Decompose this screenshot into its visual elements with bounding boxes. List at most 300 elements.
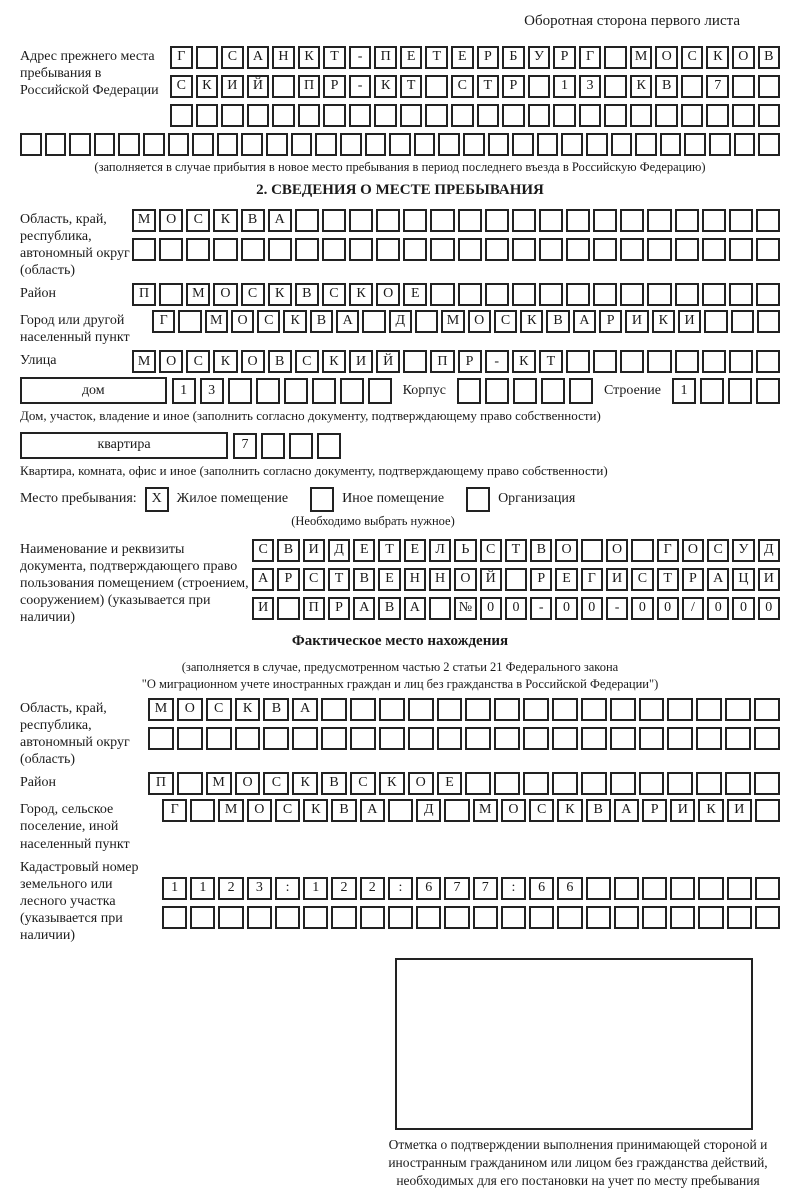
char-cell[interactable]	[494, 727, 520, 750]
char-cell[interactable]: О	[606, 539, 628, 562]
char-cell[interactable]	[667, 772, 693, 795]
char-cell[interactable]: 6	[529, 877, 554, 900]
char-cell[interactable]	[523, 727, 549, 750]
char-cell[interactable]: Р	[530, 568, 552, 591]
char-cell[interactable]: М	[148, 698, 174, 721]
char-cell[interactable]: Е	[400, 46, 423, 69]
char-cell[interactable]	[675, 283, 699, 306]
char-cell[interactable]: К	[292, 772, 318, 795]
char-cell[interactable]	[586, 877, 611, 900]
char-cell[interactable]: 6	[416, 877, 441, 900]
char-cell[interactable]: Ц	[732, 568, 754, 591]
char-cell[interactable]	[241, 238, 265, 261]
char-cell[interactable]: 3	[579, 75, 602, 98]
char-cell[interactable]	[696, 772, 722, 795]
char-cell[interactable]	[458, 209, 482, 232]
char-cell[interactable]: С	[494, 310, 517, 333]
char-cell[interactable]: 0	[732, 597, 754, 620]
char-cell[interactable]	[284, 378, 308, 404]
char-cell[interactable]: Т	[425, 46, 448, 69]
char-cell[interactable]: С	[303, 568, 325, 591]
char-cell[interactable]: С	[451, 75, 474, 98]
char-cell[interactable]: В	[321, 772, 347, 795]
char-cell[interactable]: И	[221, 75, 244, 98]
char-cell[interactable]	[729, 283, 753, 306]
char-cell[interactable]: О	[468, 310, 491, 333]
char-cell[interactable]: П	[132, 283, 156, 306]
char-cell[interactable]: Р	[277, 568, 299, 591]
char-cell[interactable]	[681, 104, 704, 127]
char-cell[interactable]: -	[349, 46, 372, 69]
char-cell[interactable]	[725, 698, 751, 721]
char-cell[interactable]	[756, 378, 780, 404]
char-cell[interactable]	[485, 378, 509, 404]
char-cell[interactable]: Р	[328, 597, 350, 620]
char-cell[interactable]	[429, 597, 451, 620]
char-cell[interactable]	[485, 238, 509, 261]
char-cell[interactable]: 0	[505, 597, 527, 620]
char-cell[interactable]: П	[303, 597, 325, 620]
char-cell[interactable]: М	[473, 799, 498, 822]
char-cell[interactable]: Г	[152, 310, 175, 333]
char-cell[interactable]: А	[404, 597, 426, 620]
char-cell[interactable]: К	[283, 310, 306, 333]
char-cell[interactable]	[206, 727, 232, 750]
char-cell[interactable]	[756, 283, 780, 306]
char-cell[interactable]: 0	[707, 597, 729, 620]
char-cell[interactable]	[473, 906, 498, 929]
char-cell[interactable]	[415, 310, 438, 333]
char-cell[interactable]	[639, 727, 665, 750]
char-cell[interactable]	[635, 133, 657, 156]
char-cell[interactable]	[552, 727, 578, 750]
char-cell[interactable]	[430, 283, 454, 306]
char-cell[interactable]: К	[268, 283, 292, 306]
char-cell[interactable]	[610, 772, 636, 795]
char-cell[interactable]	[561, 133, 583, 156]
char-cell[interactable]: Г	[579, 46, 602, 69]
char-cell[interactable]: Е	[378, 568, 400, 591]
char-cell[interactable]	[315, 133, 337, 156]
char-cell[interactable]: Т	[378, 539, 400, 562]
char-cell[interactable]: Р	[458, 350, 482, 373]
char-cell[interactable]: С	[529, 799, 554, 822]
char-cell[interactable]: К	[235, 698, 261, 721]
char-cell[interactable]: М	[630, 46, 653, 69]
char-cell[interactable]	[528, 75, 551, 98]
char-cell[interactable]	[593, 209, 617, 232]
char-cell[interactable]	[758, 133, 780, 156]
char-cell[interactable]	[425, 104, 448, 127]
char-cell[interactable]: М	[441, 310, 464, 333]
char-cell[interactable]	[642, 906, 667, 929]
char-cell[interactable]	[754, 727, 780, 750]
char-cell[interactable]	[702, 350, 726, 373]
char-cell[interactable]: В	[655, 75, 678, 98]
char-cell[interactable]	[408, 727, 434, 750]
char-cell[interactable]: 0	[758, 597, 780, 620]
char-cell[interactable]	[177, 727, 203, 750]
char-cell[interactable]: И	[349, 350, 373, 373]
char-cell[interactable]: Е	[353, 539, 375, 562]
char-cell[interactable]: Е	[451, 46, 474, 69]
char-cell[interactable]	[321, 698, 347, 721]
char-cell[interactable]: Д	[758, 539, 780, 562]
char-cell[interactable]: О	[231, 310, 254, 333]
char-cell[interactable]: И	[670, 799, 695, 822]
char-cell[interactable]	[331, 906, 356, 929]
char-cell[interactable]	[438, 133, 460, 156]
char-cell[interactable]: В	[241, 209, 265, 232]
char-cell[interactable]	[360, 906, 385, 929]
char-cell[interactable]	[374, 104, 397, 127]
char-cell[interactable]	[755, 877, 780, 900]
char-cell[interactable]	[485, 283, 509, 306]
char-cell[interactable]: У	[528, 46, 551, 69]
char-cell[interactable]	[586, 133, 608, 156]
char-cell[interactable]	[581, 727, 607, 750]
char-cell[interactable]	[639, 698, 665, 721]
char-cell[interactable]	[667, 727, 693, 750]
char-cell[interactable]	[365, 133, 387, 156]
char-cell[interactable]: №	[454, 597, 476, 620]
char-cell[interactable]: 0	[555, 597, 577, 620]
char-cell[interactable]	[69, 133, 91, 156]
char-cell[interactable]: Е	[404, 539, 426, 562]
char-cell[interactable]: Е	[555, 568, 577, 591]
char-cell[interactable]: С	[257, 310, 280, 333]
char-cell[interactable]	[537, 133, 559, 156]
char-cell[interactable]: В	[277, 539, 299, 562]
char-cell[interactable]	[566, 350, 590, 373]
char-cell[interactable]: А	[336, 310, 359, 333]
char-cell[interactable]: А	[252, 568, 274, 591]
char-cell[interactable]: С	[241, 283, 265, 306]
char-cell[interactable]: Т	[477, 75, 500, 98]
char-cell[interactable]	[505, 568, 527, 591]
char-cell[interactable]	[263, 727, 289, 750]
char-cell[interactable]: М	[132, 350, 156, 373]
char-cell[interactable]: К	[379, 772, 405, 795]
char-cell[interactable]	[403, 209, 427, 232]
char-cell[interactable]	[523, 698, 549, 721]
char-cell[interactable]	[528, 104, 551, 127]
char-cell[interactable]: В	[268, 350, 292, 373]
char-cell[interactable]	[696, 727, 722, 750]
char-cell[interactable]	[681, 75, 704, 98]
char-cell[interactable]: А	[353, 597, 375, 620]
char-cell[interactable]	[494, 772, 520, 795]
char-cell[interactable]	[295, 209, 319, 232]
char-cell[interactable]: Т	[323, 46, 346, 69]
char-cell[interactable]: Д	[389, 310, 412, 333]
char-cell[interactable]	[295, 238, 319, 261]
char-cell[interactable]: К	[652, 310, 675, 333]
stay-type-checkbox-organization[interactable]	[466, 487, 490, 512]
char-cell[interactable]	[235, 727, 261, 750]
char-cell[interactable]: М	[218, 799, 243, 822]
char-cell[interactable]	[494, 698, 520, 721]
char-cell[interactable]	[512, 209, 536, 232]
char-cell[interactable]	[728, 378, 752, 404]
char-cell[interactable]: А	[268, 209, 292, 232]
char-cell[interactable]	[604, 75, 627, 98]
char-cell[interactable]	[159, 283, 183, 306]
char-cell[interactable]	[729, 209, 753, 232]
char-cell[interactable]: К	[706, 46, 729, 69]
char-cell[interactable]: К	[557, 799, 582, 822]
char-cell[interactable]	[362, 310, 385, 333]
char-cell[interactable]: А	[573, 310, 596, 333]
char-cell[interactable]: 2	[360, 877, 385, 900]
char-cell[interactable]	[400, 104, 423, 127]
char-cell[interactable]: 1	[553, 75, 576, 98]
char-cell[interactable]	[734, 133, 756, 156]
char-cell[interactable]: О	[555, 539, 577, 562]
char-cell[interactable]: 1	[162, 877, 187, 900]
char-cell[interactable]	[168, 133, 190, 156]
char-cell[interactable]: Р	[477, 46, 500, 69]
char-cell[interactable]: 3	[247, 877, 272, 900]
char-cell[interactable]	[552, 772, 578, 795]
char-cell[interactable]: 3	[200, 378, 224, 404]
char-cell[interactable]: С	[350, 772, 376, 795]
char-cell[interactable]: Й	[376, 350, 400, 373]
char-cell[interactable]: :	[388, 877, 413, 900]
char-cell[interactable]	[403, 238, 427, 261]
char-cell[interactable]	[541, 378, 565, 404]
char-cell[interactable]: О	[655, 46, 678, 69]
char-cell[interactable]	[162, 906, 187, 929]
char-cell[interactable]	[247, 906, 272, 929]
char-cell[interactable]	[552, 698, 578, 721]
char-cell[interactable]	[143, 133, 165, 156]
char-cell[interactable]	[655, 104, 678, 127]
char-cell[interactable]: И	[606, 568, 628, 591]
char-cell[interactable]	[581, 539, 603, 562]
char-cell[interactable]: С	[681, 46, 704, 69]
char-cell[interactable]: 2	[218, 877, 243, 900]
char-cell[interactable]: В	[353, 568, 375, 591]
char-cell[interactable]: М	[186, 283, 210, 306]
char-cell[interactable]	[702, 283, 726, 306]
char-cell[interactable]	[261, 433, 285, 459]
char-cell[interactable]: Г	[162, 799, 187, 822]
char-cell[interactable]	[444, 906, 469, 929]
char-cell[interactable]	[170, 104, 193, 127]
char-cell[interactable]: 7	[444, 877, 469, 900]
char-cell[interactable]	[312, 378, 336, 404]
char-cell[interactable]: 7	[473, 877, 498, 900]
char-cell[interactable]	[579, 104, 602, 127]
char-cell[interactable]: П	[298, 75, 321, 98]
char-cell[interactable]	[620, 238, 644, 261]
char-cell[interactable]: С	[186, 209, 210, 232]
char-cell[interactable]	[349, 209, 373, 232]
char-cell[interactable]: К	[512, 350, 536, 373]
char-cell[interactable]	[340, 378, 364, 404]
char-cell[interactable]: :	[501, 877, 526, 900]
char-cell[interactable]	[754, 698, 780, 721]
char-cell[interactable]	[732, 104, 755, 127]
char-cell[interactable]	[388, 799, 413, 822]
char-cell[interactable]	[725, 772, 751, 795]
char-cell[interactable]	[477, 104, 500, 127]
char-cell[interactable]	[403, 350, 427, 373]
char-cell[interactable]: К	[196, 75, 219, 98]
char-cell[interactable]	[416, 906, 441, 929]
char-cell[interactable]	[756, 350, 780, 373]
char-cell[interactable]	[458, 283, 482, 306]
char-cell[interactable]: Р	[553, 46, 576, 69]
char-cell[interactable]: А	[247, 46, 270, 69]
char-cell[interactable]	[670, 877, 695, 900]
char-cell[interactable]	[485, 209, 509, 232]
char-cell[interactable]: К	[374, 75, 397, 98]
char-cell[interactable]	[430, 238, 454, 261]
char-cell[interactable]	[512, 283, 536, 306]
char-cell[interactable]	[593, 238, 617, 261]
char-cell[interactable]	[758, 75, 781, 98]
char-cell[interactable]	[303, 906, 328, 929]
char-cell[interactable]	[256, 378, 280, 404]
char-cell[interactable]	[272, 104, 295, 127]
char-cell[interactable]: В	[263, 698, 289, 721]
char-cell[interactable]: М	[132, 209, 156, 232]
char-cell[interactable]	[94, 133, 116, 156]
char-cell[interactable]: И	[252, 597, 274, 620]
char-cell[interactable]	[512, 133, 534, 156]
char-cell[interactable]	[610, 698, 636, 721]
char-cell[interactable]	[523, 772, 549, 795]
char-cell[interactable]	[566, 209, 590, 232]
char-cell[interactable]	[272, 75, 295, 98]
char-cell[interactable]: С	[263, 772, 289, 795]
char-cell[interactable]: К	[520, 310, 543, 333]
char-cell[interactable]: 7	[706, 75, 729, 98]
char-cell[interactable]	[709, 133, 731, 156]
char-cell[interactable]: Р	[502, 75, 525, 98]
char-cell[interactable]	[729, 238, 753, 261]
char-cell[interactable]: 0	[657, 597, 679, 620]
char-cell[interactable]	[631, 539, 653, 562]
char-cell[interactable]	[593, 283, 617, 306]
char-cell[interactable]: Т	[505, 539, 527, 562]
char-cell[interactable]: В	[758, 46, 781, 69]
char-cell[interactable]: О	[376, 283, 400, 306]
char-cell[interactable]	[132, 238, 156, 261]
char-cell[interactable]	[675, 350, 699, 373]
char-cell[interactable]: М	[205, 310, 228, 333]
char-cell[interactable]	[729, 350, 753, 373]
char-cell[interactable]: В	[546, 310, 569, 333]
char-cell[interactable]: В	[530, 539, 552, 562]
char-cell[interactable]	[698, 877, 723, 900]
char-cell[interactable]	[349, 104, 372, 127]
char-cell[interactable]: О	[177, 698, 203, 721]
char-cell[interactable]	[321, 727, 347, 750]
char-cell[interactable]: П	[430, 350, 454, 373]
char-cell[interactable]	[539, 238, 563, 261]
char-cell[interactable]: С	[170, 75, 193, 98]
char-cell[interactable]	[379, 727, 405, 750]
char-cell[interactable]	[190, 906, 215, 929]
char-cell[interactable]: Р	[323, 75, 346, 98]
char-cell[interactable]	[700, 378, 724, 404]
char-cell[interactable]	[437, 698, 463, 721]
char-cell[interactable]	[702, 238, 726, 261]
char-cell[interactable]: О	[213, 283, 237, 306]
char-cell[interactable]: И	[303, 539, 325, 562]
char-cell[interactable]: 1	[672, 378, 696, 404]
char-cell[interactable]	[675, 209, 699, 232]
char-cell[interactable]	[566, 238, 590, 261]
char-cell[interactable]: -	[530, 597, 552, 620]
char-cell[interactable]	[437, 727, 463, 750]
char-cell[interactable]: М	[206, 772, 232, 795]
char-cell[interactable]: 0	[631, 597, 653, 620]
char-cell[interactable]	[289, 433, 313, 459]
char-cell[interactable]	[190, 799, 215, 822]
char-cell[interactable]	[196, 104, 219, 127]
char-cell[interactable]	[118, 133, 140, 156]
char-cell[interactable]	[611, 133, 633, 156]
char-cell[interactable]	[557, 906, 582, 929]
char-cell[interactable]: К	[213, 209, 237, 232]
char-cell[interactable]	[647, 283, 671, 306]
char-cell[interactable]: Н	[429, 568, 451, 591]
char-cell[interactable]	[241, 133, 263, 156]
char-cell[interactable]	[277, 597, 299, 620]
char-cell[interactable]: Й	[247, 75, 270, 98]
char-cell[interactable]	[581, 772, 607, 795]
char-cell[interactable]: А	[360, 799, 385, 822]
char-cell[interactable]: Ь	[454, 539, 476, 562]
char-cell[interactable]	[566, 283, 590, 306]
char-cell[interactable]: О	[247, 799, 272, 822]
char-cell[interactable]: С	[631, 568, 653, 591]
char-cell[interactable]	[569, 378, 593, 404]
char-cell[interactable]	[247, 104, 270, 127]
char-cell[interactable]: С	[221, 46, 244, 69]
char-cell[interactable]: Р	[599, 310, 622, 333]
char-cell[interactable]: С	[322, 283, 346, 306]
char-cell[interactable]	[755, 906, 780, 929]
char-cell[interactable]	[757, 310, 780, 333]
char-cell[interactable]: К	[303, 799, 328, 822]
char-cell[interactable]	[368, 378, 392, 404]
char-cell[interactable]	[340, 133, 362, 156]
char-cell[interactable]: Б	[502, 46, 525, 69]
char-cell[interactable]	[323, 104, 346, 127]
char-cell[interactable]	[317, 433, 341, 459]
char-cell[interactable]	[488, 133, 510, 156]
char-cell[interactable]	[465, 698, 491, 721]
char-cell[interactable]	[463, 133, 485, 156]
char-cell[interactable]	[667, 698, 693, 721]
char-cell[interactable]	[291, 133, 313, 156]
char-cell[interactable]: 0	[581, 597, 603, 620]
char-cell[interactable]: 2	[331, 877, 356, 900]
char-cell[interactable]	[620, 209, 644, 232]
char-cell[interactable]	[502, 104, 525, 127]
char-cell[interactable]: Р	[642, 799, 667, 822]
char-cell[interactable]: С	[186, 350, 210, 373]
char-cell[interactable]: К	[698, 799, 723, 822]
char-cell[interactable]: 1	[172, 378, 196, 404]
char-cell[interactable]: Н	[404, 568, 426, 591]
char-cell[interactable]	[221, 104, 244, 127]
